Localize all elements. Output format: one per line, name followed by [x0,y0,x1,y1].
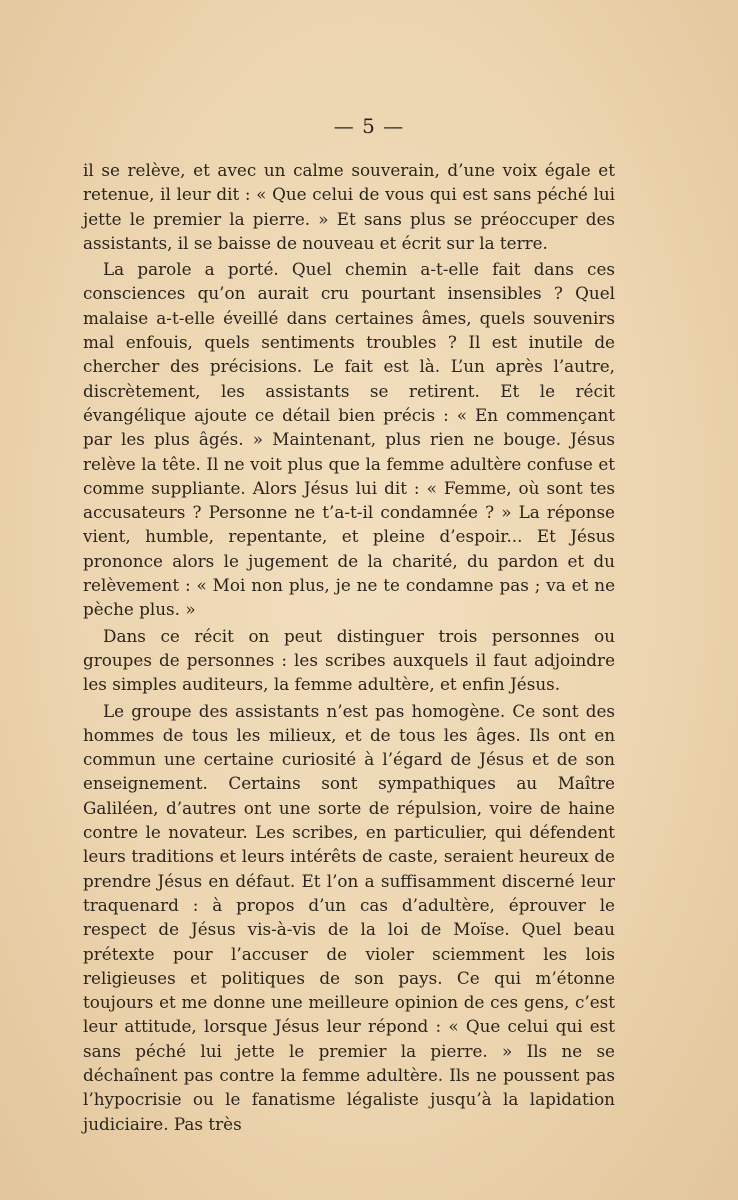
paragraph: Dans ce récit on peut distinguer trois personnes ou groupes de personnes : les scribes auxquels il faut adjoindre les simples auditeurs, la femme adultère, et enfin Jésus. [83,625,615,695]
page-number: — 5 — [333,114,405,138]
paragraph: il se relève, et avec un calme souverain, d’une voix égale et retenue, il leur dit : « Que celui de vous qui est sans péché lui jette le premier la pierre. » Et sans plus se préoccuper des assistants, il se baisse de nouveau et écrit sur la terre. [83,160,615,253]
paragraph: La parole a porté. Quel chemin a-t-elle fait dans ces consciences qu’on aurait cru pourtant insensibles ? Quel malaise a-t-elle éveillé dans certaines âmes, quels souvenirs mal enfouis, quels sentiments troubles ? Il est inutile de chercher des précisions. Le fait est là. L’un après l’autre, discrètement, les assistants se retirent. Et le récit évangélique ajoute ce détail bien précis : « En commençant par les plus âgés. » Maintenant, plus rien ne bouge. Jésus relève la tête. Il ne voit plus que la femme adultère confuse et comme suppliante. Alors Jésus lui dit : « Femme, où sont tes accusateurs ? Personne ne t’a-t-il condamnée ? » La réponse vient, humble, repentante, et pleine d’espoir... Et Jésus prononce alors le jugement de la charité, du pardon et du relèvement : « Moi non plus, je ne te condamne pas ; va et ne pèche plus. » [83,259,615,620]
paragraph: Le groupe des assistants n’est pas homogène. Ce sont des hommes de tous les milieux, et de tous les âges. Ils ont en commun une certaine curiosité à l’égard de Jésus et de son enseignement. Certains sont sympathiques au Maître Galiléen, d’autres ont une sorte de répulsion, voire de haine contre le novateur. Les scribes, en particulier, qui défendent leurs traditions et leurs intérêts de caste, seraient heureux de prendre Jésus en défaut. Et l’on a suffisamment discerné leur traquenard : à propos d’un cas d’adultère, éprouver le respect de Jésus vis-à-vis de la loi de Moïse. Quel beau prétexte pour l’accuser de violer sciemment les lois religieuses et politiques de son pays. Ce qui m’étonne toujours et me donne une meilleure opinion de ces gens, c’est leur attitude, lorsque Jésus leur répond : « Que celui qui est sans péché lui jette le premier la pierre. » Ils ne se déchaînent pas contre la femme adultère. Ils ne poussent pas l’hypocrisie ou le fanatisme légaliste jusqu’à la lapidation judiciaire. Pas très [83,700,615,1134]
body-text [83,158,615,1136]
